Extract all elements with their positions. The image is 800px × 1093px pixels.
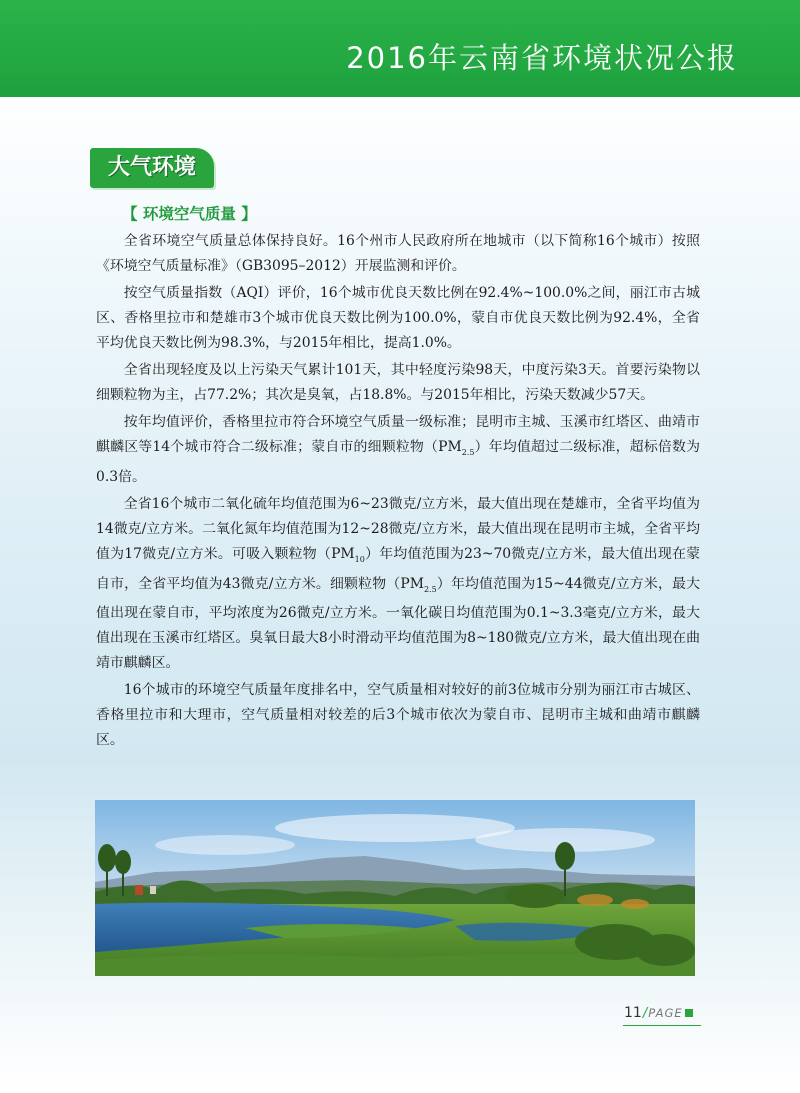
paragraph-4 [96, 410, 700, 490]
pm10-subscript: 10 [354, 554, 365, 564]
paragraph-5 [96, 492, 700, 677]
pm25-subscript-2: 2.5 [423, 584, 437, 594]
report-title: 2016年云南省环境状况公报 [346, 41, 738, 75]
paragraph-4-text-b: ）年均值超过二级标准，超标倍数为0.3倍。 [96, 439, 700, 485]
paragraph-4-text-a: 按年均值评价，香格里拉市符合环境空气质量一级标准；昆明市主城、玉溪市红塔区、曲靖市麒麟区等14个城市符合二级标准；蒙自市的细颗粒物（PM [96, 414, 700, 455]
paragraph-6: 16个城市的环境空气质量年度排名中，空气质量相对较好的前3位城市分别为丽江市古城区、香格里拉市和大理市，空气质量相对较差的后3个城市依次为蒙自市、昆明市主城和曲靖市麒麟区。 [96, 682, 700, 749]
paragraph-3: 全省出现轻度及以上污染天气累计101天，其中轻度污染98天，中度污染3天。首要污染物以细颗粒物为主，占77.2%；其次是臭氧，占18.8%。与2015年相比，污染天数减少57天。 [96, 362, 700, 403]
paragraph-5-text-b: ）年均值范围为23~70微克/立方米，最大值出现在蒙自市，全省平均值为43微克/立方米。细颗粒物（PM [96, 545, 701, 592]
paragraph-2: 按空气质量指数（AQI）评价，16个城市优良天数比例在92.4%~100.0%之间，丽江市古城区、香格里拉市和楚雄市3个城市优良天数比例为100.0%，蒙自市优良天数比例为92.4%，全省平均优良天数比例为98.3%，与2015年相比，提高1.0%。 [96, 285, 700, 351]
page-marker-square [685, 1009, 693, 1017]
paragraph-1: 全省环境空气质量总体保持良好。16个州市人民政府所在地城市（以下简称16个城市）按照《环境空气质量标准》（GB3095–2012）开展监测和评价。 [96, 233, 700, 274]
paragraph-5-text-a: 全省16个城市二氧化硫年均值范围为6~23微克/立方米，最大值出现在楚雄市，全省平均值为14微克/立方米。二氧化氮年均值范围为12~28微克/立方米，最大值出现在昆明市主城，全省平均值为17微克/立方米。可吸入颗粒物（PM [96, 495, 700, 562]
footer-divider [623, 1025, 701, 1026]
header-banner [0, 0, 800, 97]
pm25-subscript: 2.5 [461, 447, 475, 457]
wetland-lake-image [95, 800, 695, 976]
page-number [624, 1005, 693, 1021]
page-number-value: 11 [624, 1005, 642, 1021]
section-title: 大气环境 [107, 155, 196, 180]
article-body [96, 229, 700, 755]
section-tab [90, 148, 214, 188]
landscape-photo [95, 800, 695, 976]
subsection-heading: 【 环境空气质量 】 [122, 205, 257, 223]
paragraph-5-text-c: ）年均值范围为15~44微克/立方米，最大值出现在蒙自市，平均浓度为26微克/立方米。一氧化碳日均值范围为0.1~3.3毫克/立方米，最大值出现在玉溪市红塔区。臭氧日最大8小时滑动平均值范围为8~180微克/立方米，最大值出现在曲靖市麒麟区。 [96, 575, 700, 672]
page-label: PAGE [648, 1006, 683, 1020]
page-slash: / [642, 1006, 648, 1021]
